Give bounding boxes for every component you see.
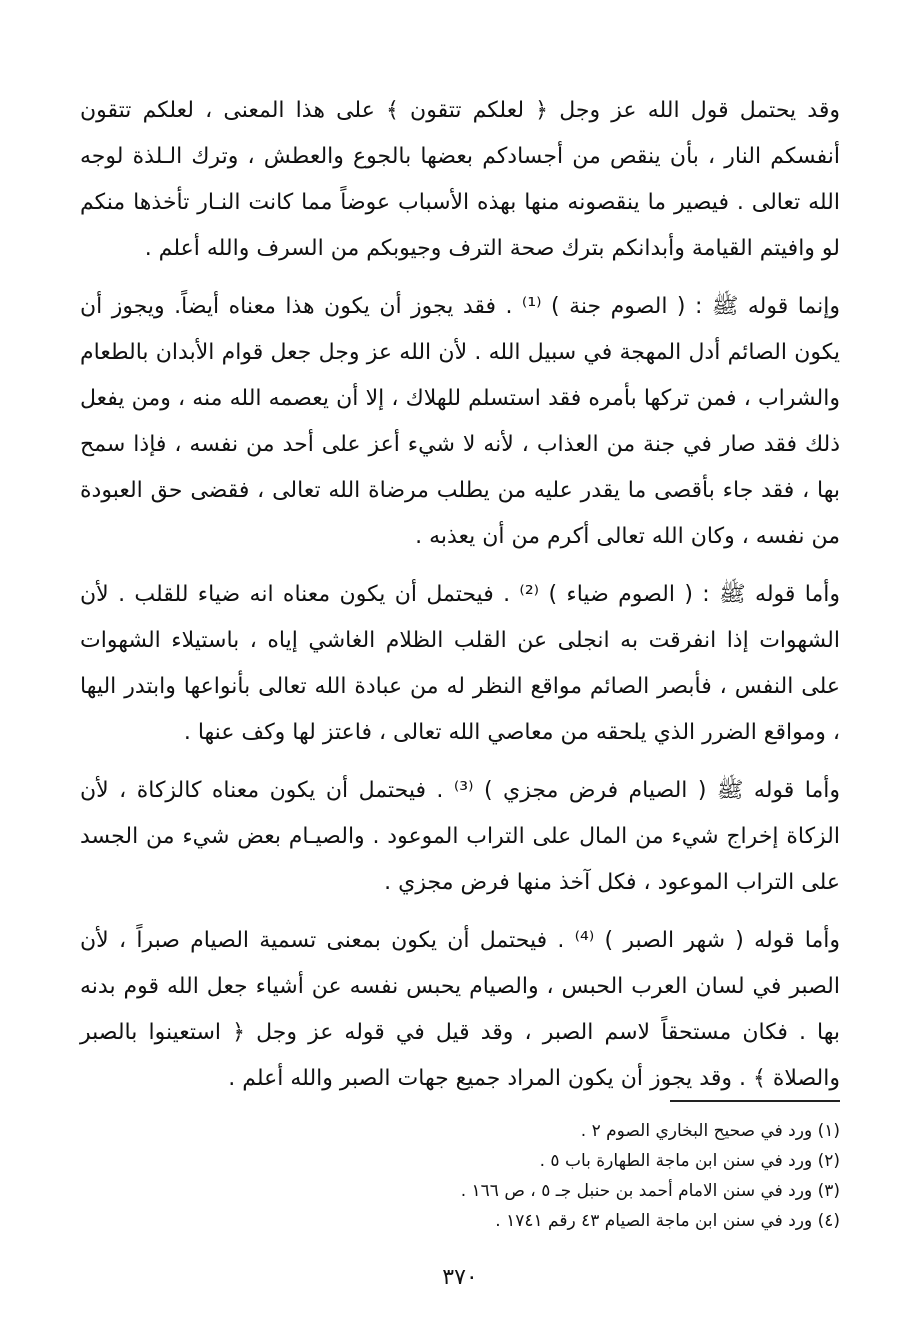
footnotes bbox=[300, 1116, 840, 1236]
paragraph-4: وأما قوله ﷺ ( الصيام فرض مجزي ) ⁽³⁾ . فيحتمل أن يكون معناه كالزكاة ، لأن الزكاة إخراج شيء من المال على التراب الموعود . والصيـام بعض شيء من الجسد على التراب الموعود ، فكل آخذ منها فرض مجزي . bbox=[80, 778, 840, 895]
footnote-2: (٢) ورد في سنن ابن ماجة الطهارة باب ٥ . bbox=[539, 1151, 840, 1171]
paragraph-3: وأما قوله ﷺ : ( الصوم ضياء ) ⁽²⁾ . فيحتمل أن يكون معناه انه ضياء للقلب . لأن الشهوات إذا انفرقت به انجلى عن القلب الظلام الغاشي إياه ، باستيلاء الشهوات على النفس ، فأبصر الصائم مواقع النظر له من عبادة الله تعالى بأنواعها وابتدر اليها ، ومواقع الضرر الذي يلحقه من معاصي الله تعالى ، فاعتز لها وكف عنها . bbox=[80, 582, 840, 745]
paragraph-1: وقد يحتمل قول الله عز وجل ﴿ لعلكم تتقون ﴾ على هذا المعنى ، لعلكم تتقون أنفسكم النار ، بأن ينقص من أجسادكم بعضها بالجوع والعطش ، وترك الـلذة لوجه الله تعالى . فيصير ما ينقصونه منها بهذه الأسباب عوضاً مما كانت النـار تأخذها منكم لو وافيتم القيامة وأبدانكم بترك صحة الترف وجيوبكم من السرف والله أعلم . bbox=[80, 98, 840, 261]
footnote-1: (١) ورد في صحيح البخاري الصوم ٢ . bbox=[580, 1121, 840, 1141]
footnote-divider bbox=[670, 1100, 840, 1102]
paragraph-2: وإنما قوله ﷺ : ( الصوم جنة ) ⁽¹⁾ . فقد يجوز أن يكون هذا معناه أيضاً. ويجوز أن يكون الصائم أدل المهجة في سبيل الله . لأن الله عز وجل جعل قوام الأبدان بالطعام والشراب ، فمن تركها بأمره فقد استسلم للهلاك ، إلا أن يعصمه الله منه ، ومن يفعل ذلك فقد صار في جنة من العذاب ، لأنه لا شيء أعز على أحد من نفسه ، فإذا سمح بها ، فقد جاء بأقصى ما يقدر عليه من يطلب مرضاة الله تعالى ، فقضى حق العبودة من نفسه ، وكان الله تعالى أكرم من أن يعذبه . bbox=[80, 294, 841, 549]
page-number: ٣٧٠ bbox=[442, 1265, 478, 1290]
footnote-4: (٤) ورد في سنن ابن ماجة الصيام ٤٣ رقم ١٧٤١ . bbox=[495, 1211, 840, 1231]
paragraph-5: وأما قوله ( شهر الصبر ) ⁽⁴⁾ . فيحتمل أن يكون بمعنى تسمية الصيام صبراً ، لأن الصبر في لسان العرب الحبس ، والصيام يحبس نفسه عن أشياء جعل الله قوم بدنه بها . فكان مستحقاً لاسم الصبر ، وقد قيل في قوله عز وجل ﴿ استعينوا بالصبر والصلاة ﴾ . وقد يجوز أن يكون المراد جميع جهات الصبر والله أعلم . bbox=[80, 928, 841, 1091]
footnote-3: (٣) ورد في سنن الامام أحمد بن حنبل جـ ٥ ، ص ١٦٦ . bbox=[460, 1181, 840, 1201]
body-text bbox=[80, 88, 840, 1114]
